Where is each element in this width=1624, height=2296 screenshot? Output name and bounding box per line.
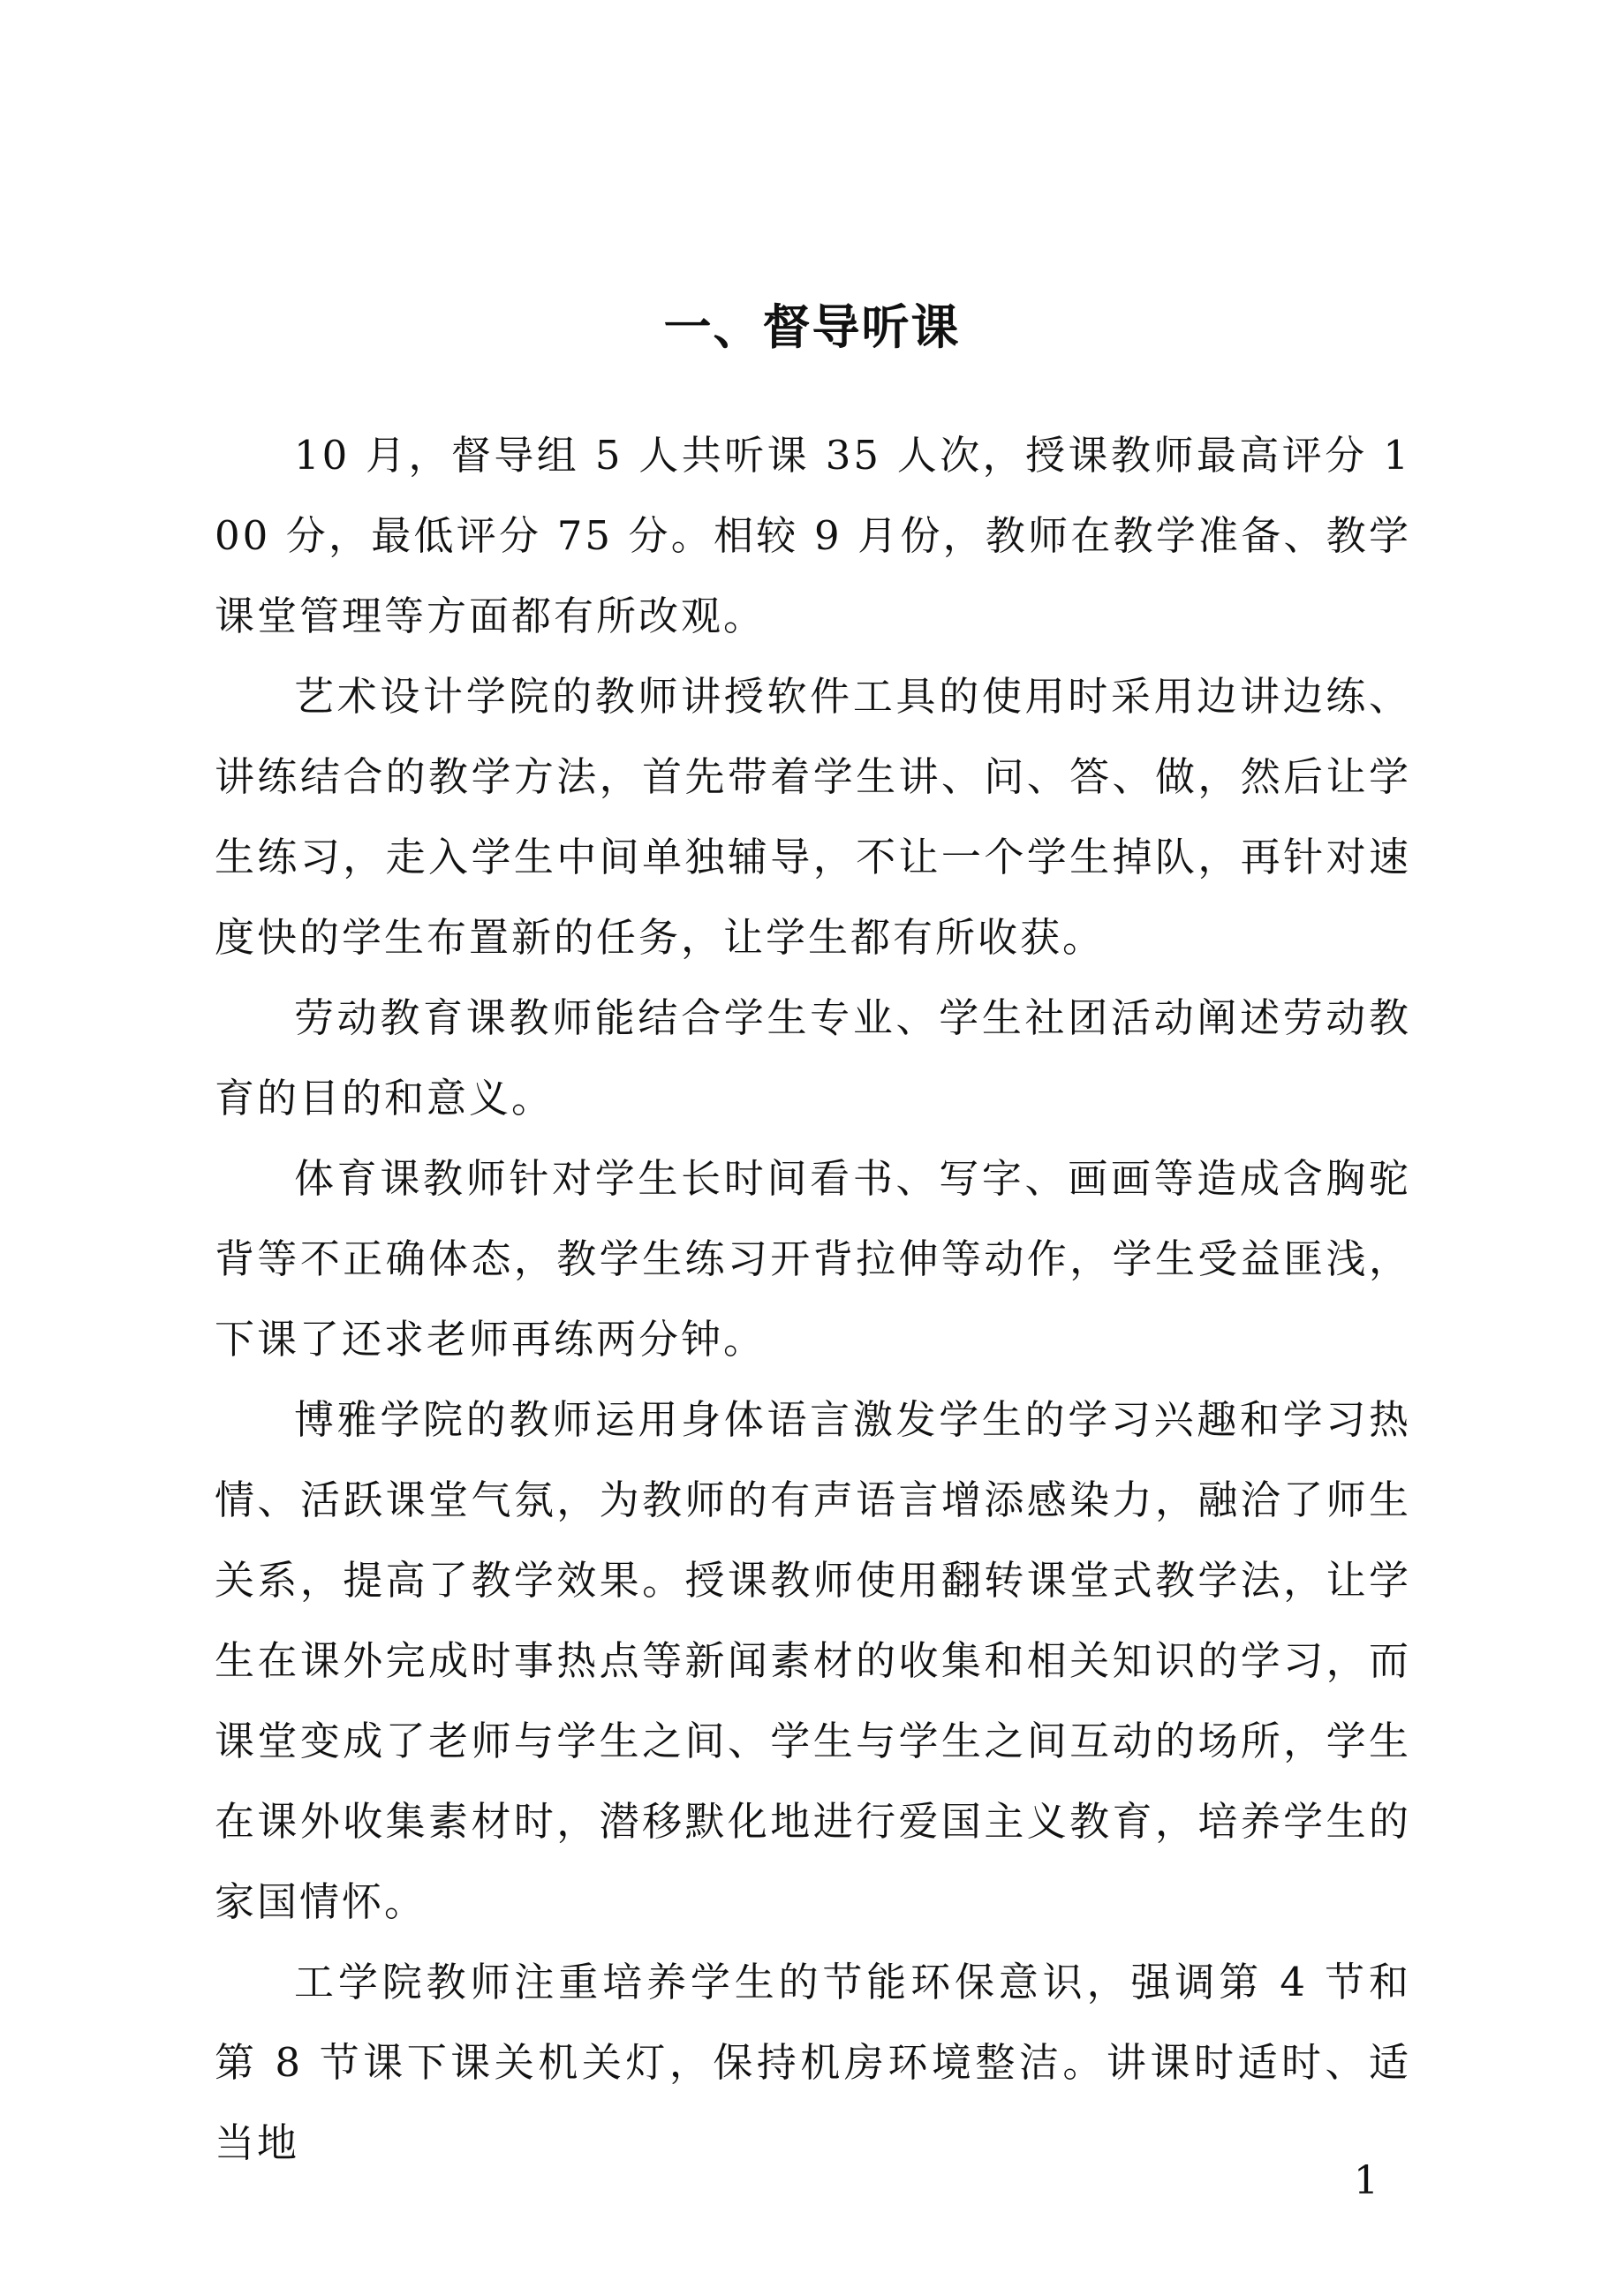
section-heading: 一、督导听课 [663, 298, 961, 355]
paragraph-supervision-summary: 10 月，督导组 5 人共听课 35 人次，授课教师最高评分 100 分，最低评分 75 分。相较 9 月份，教师在教学准备、教学课堂管理等方面都有所改观。 [215, 432, 1411, 639]
page-number: 1 [1354, 2158, 1379, 2203]
body-text [215, 415, 1411, 2183]
paragraph-boya-college: 博雅学院的教师运用身体语言激发学生的学习兴趣和学习热情、活跃课堂气氛，为教师的有声语言增添感染力，融洽了师生关系，提高了教学效果。授课教师使用翻转课堂式教学法，让学生在课外完成时事热点等新闻素材的收集和相关知识的学习，而课堂变成了老师与学生之间、学生与学生之间互动的场所，学生在课外收集素材时，潜移默化地进行爱国主义教育，培养学生的家国情怀。 [215, 1396, 1411, 1925]
paragraph-art-design-college: 艺术设计学院的教师讲授软件工具的使用时采用边讲边练、讲练结合的教学方法，首先带着学生讲、问、答、做，然后让学生练习，走入学生中间单独辅导，不让一个学生掉队，再针对速度快的学生布置新的任务，让学生都有所收获。 [215, 673, 1411, 961]
paragraph-physical-education: 体育课教师针对学生长时间看书、写字、画画等造成含胸驼背等不正确体态，教学生练习开背拉伸等动作，学生受益匪浅，下课了还求老师再练两分钟。 [215, 1155, 1411, 1363]
paragraph-engineering-college: 工学院教师注重培养学生的节能环保意识，强调第 4 节和第 8 节课下课关机关灯，保持机房环境整洁。讲课时适时、适当地 [215, 1959, 1411, 2166]
paragraph-labor-education: 劳动教育课教师能结合学生专业、学生社团活动阐述劳动教育的目的和意义。 [215, 994, 1411, 1122]
